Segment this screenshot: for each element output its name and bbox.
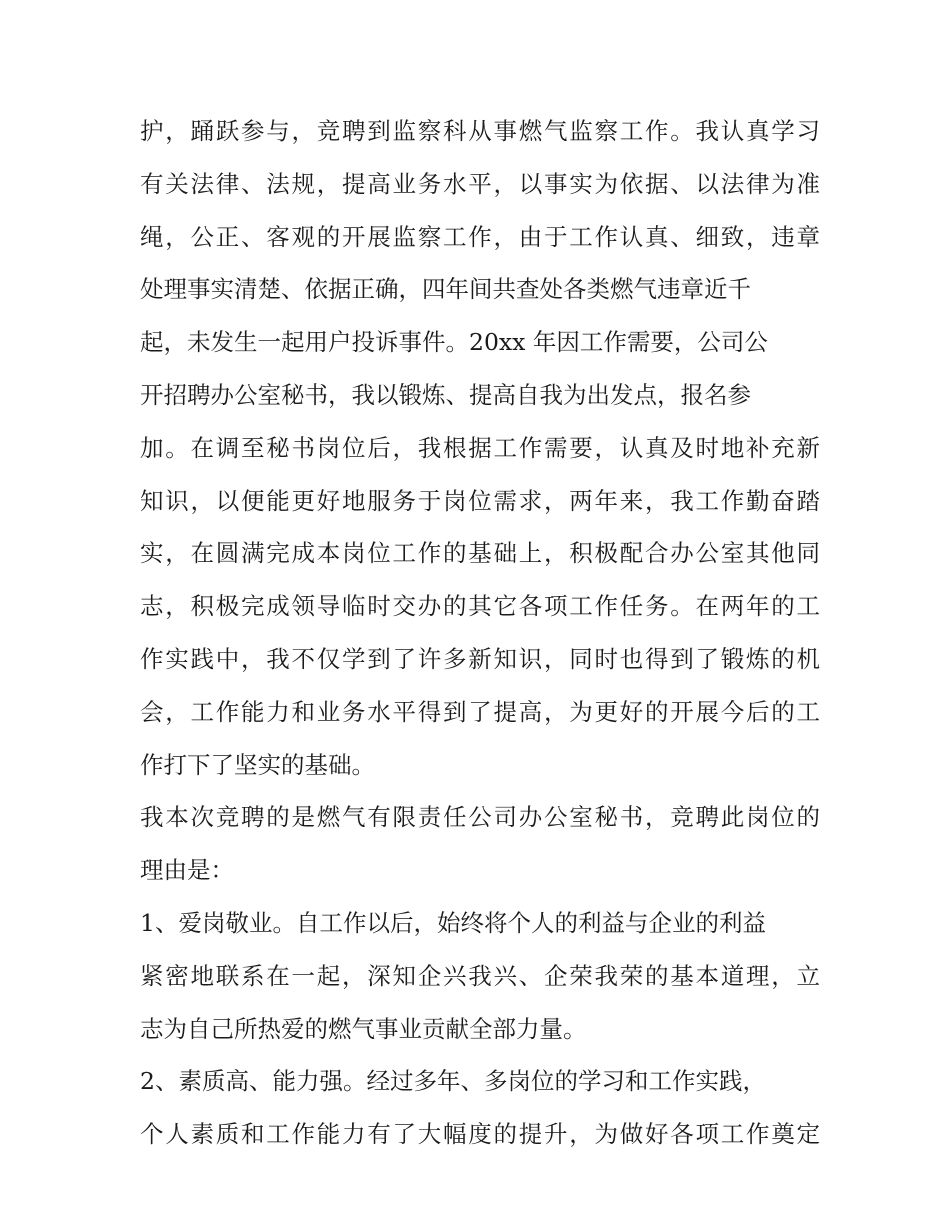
text-line-14: 我本次竞聘的是燃气有限责任公司办公室秘书，竞聘此岗位的: [140, 803, 820, 832]
text-line-5: 起，未发生一起用户投诉事件。20xx 年因工作需要，公司公: [140, 328, 768, 357]
text-line-12: 会，工作能力和业务水平得到了提高，为更好的开展今后的工: [140, 697, 820, 726]
text-line-11: 作实践中，我不仅学到了许多新知识，同时也得到了锻炼的机: [140, 644, 820, 673]
document-body: [140, 109, 820, 1165]
text-line-10: 志，积极完成领导临时交办的其它各项工作任务。在两年的工: [140, 592, 820, 621]
text-line-19: 2、素质高、能力强。经过多年、多岗位的学习和工作实践，: [140, 1067, 766, 1096]
text-line-16: 1、爱岗敬业。自工作以后，始终将个人的利益与企业的利益: [140, 908, 766, 937]
text-line-6: 开招聘办公室秘书，我以锻炼、提高自我为出发点，报名参: [140, 380, 751, 409]
text-line-2: 有关法律、法规，提高业务水平，以事实为依据、以法律为准: [140, 169, 820, 198]
text-line-3: 绳，公正、客观的开展监察工作，由于工作认真、细致，违章: [140, 222, 820, 251]
text-line-4: 处理事实清楚、依据正确，四年间共查处各类燃气违章近千: [140, 275, 751, 304]
text-line-1: 护，踊跃参与，竞聘到监察科从事燃气监察工作。我认真学习: [140, 117, 820, 145]
text-line-7: 加。在调至秘书岗位后，我根据工作需要，认真及时地补充新: [140, 433, 820, 462]
text-line-18: 志为自己所热爱的燃气事业贡献全部力量。: [140, 1014, 587, 1043]
text-line-20: 个人素质和工作能力有了大幅度的提升，为做好各项工作奠定: [140, 1120, 820, 1149]
text-line-13: 作打下了坚实的基础。: [140, 750, 375, 779]
text-line-9: 实，在圆满完成本岗位工作的基础上，积极配合办公室其他同: [140, 539, 820, 568]
text-line-15: 理由是：: [140, 856, 234, 885]
text-line-17: 紧密地联系在一起，深知企兴我兴、企荣我荣的基本道理，立: [140, 961, 820, 990]
text-line-8: 知识，以便能更好地服务于岗位需求，两年来，我工作勤奋踏: [140, 486, 820, 515]
